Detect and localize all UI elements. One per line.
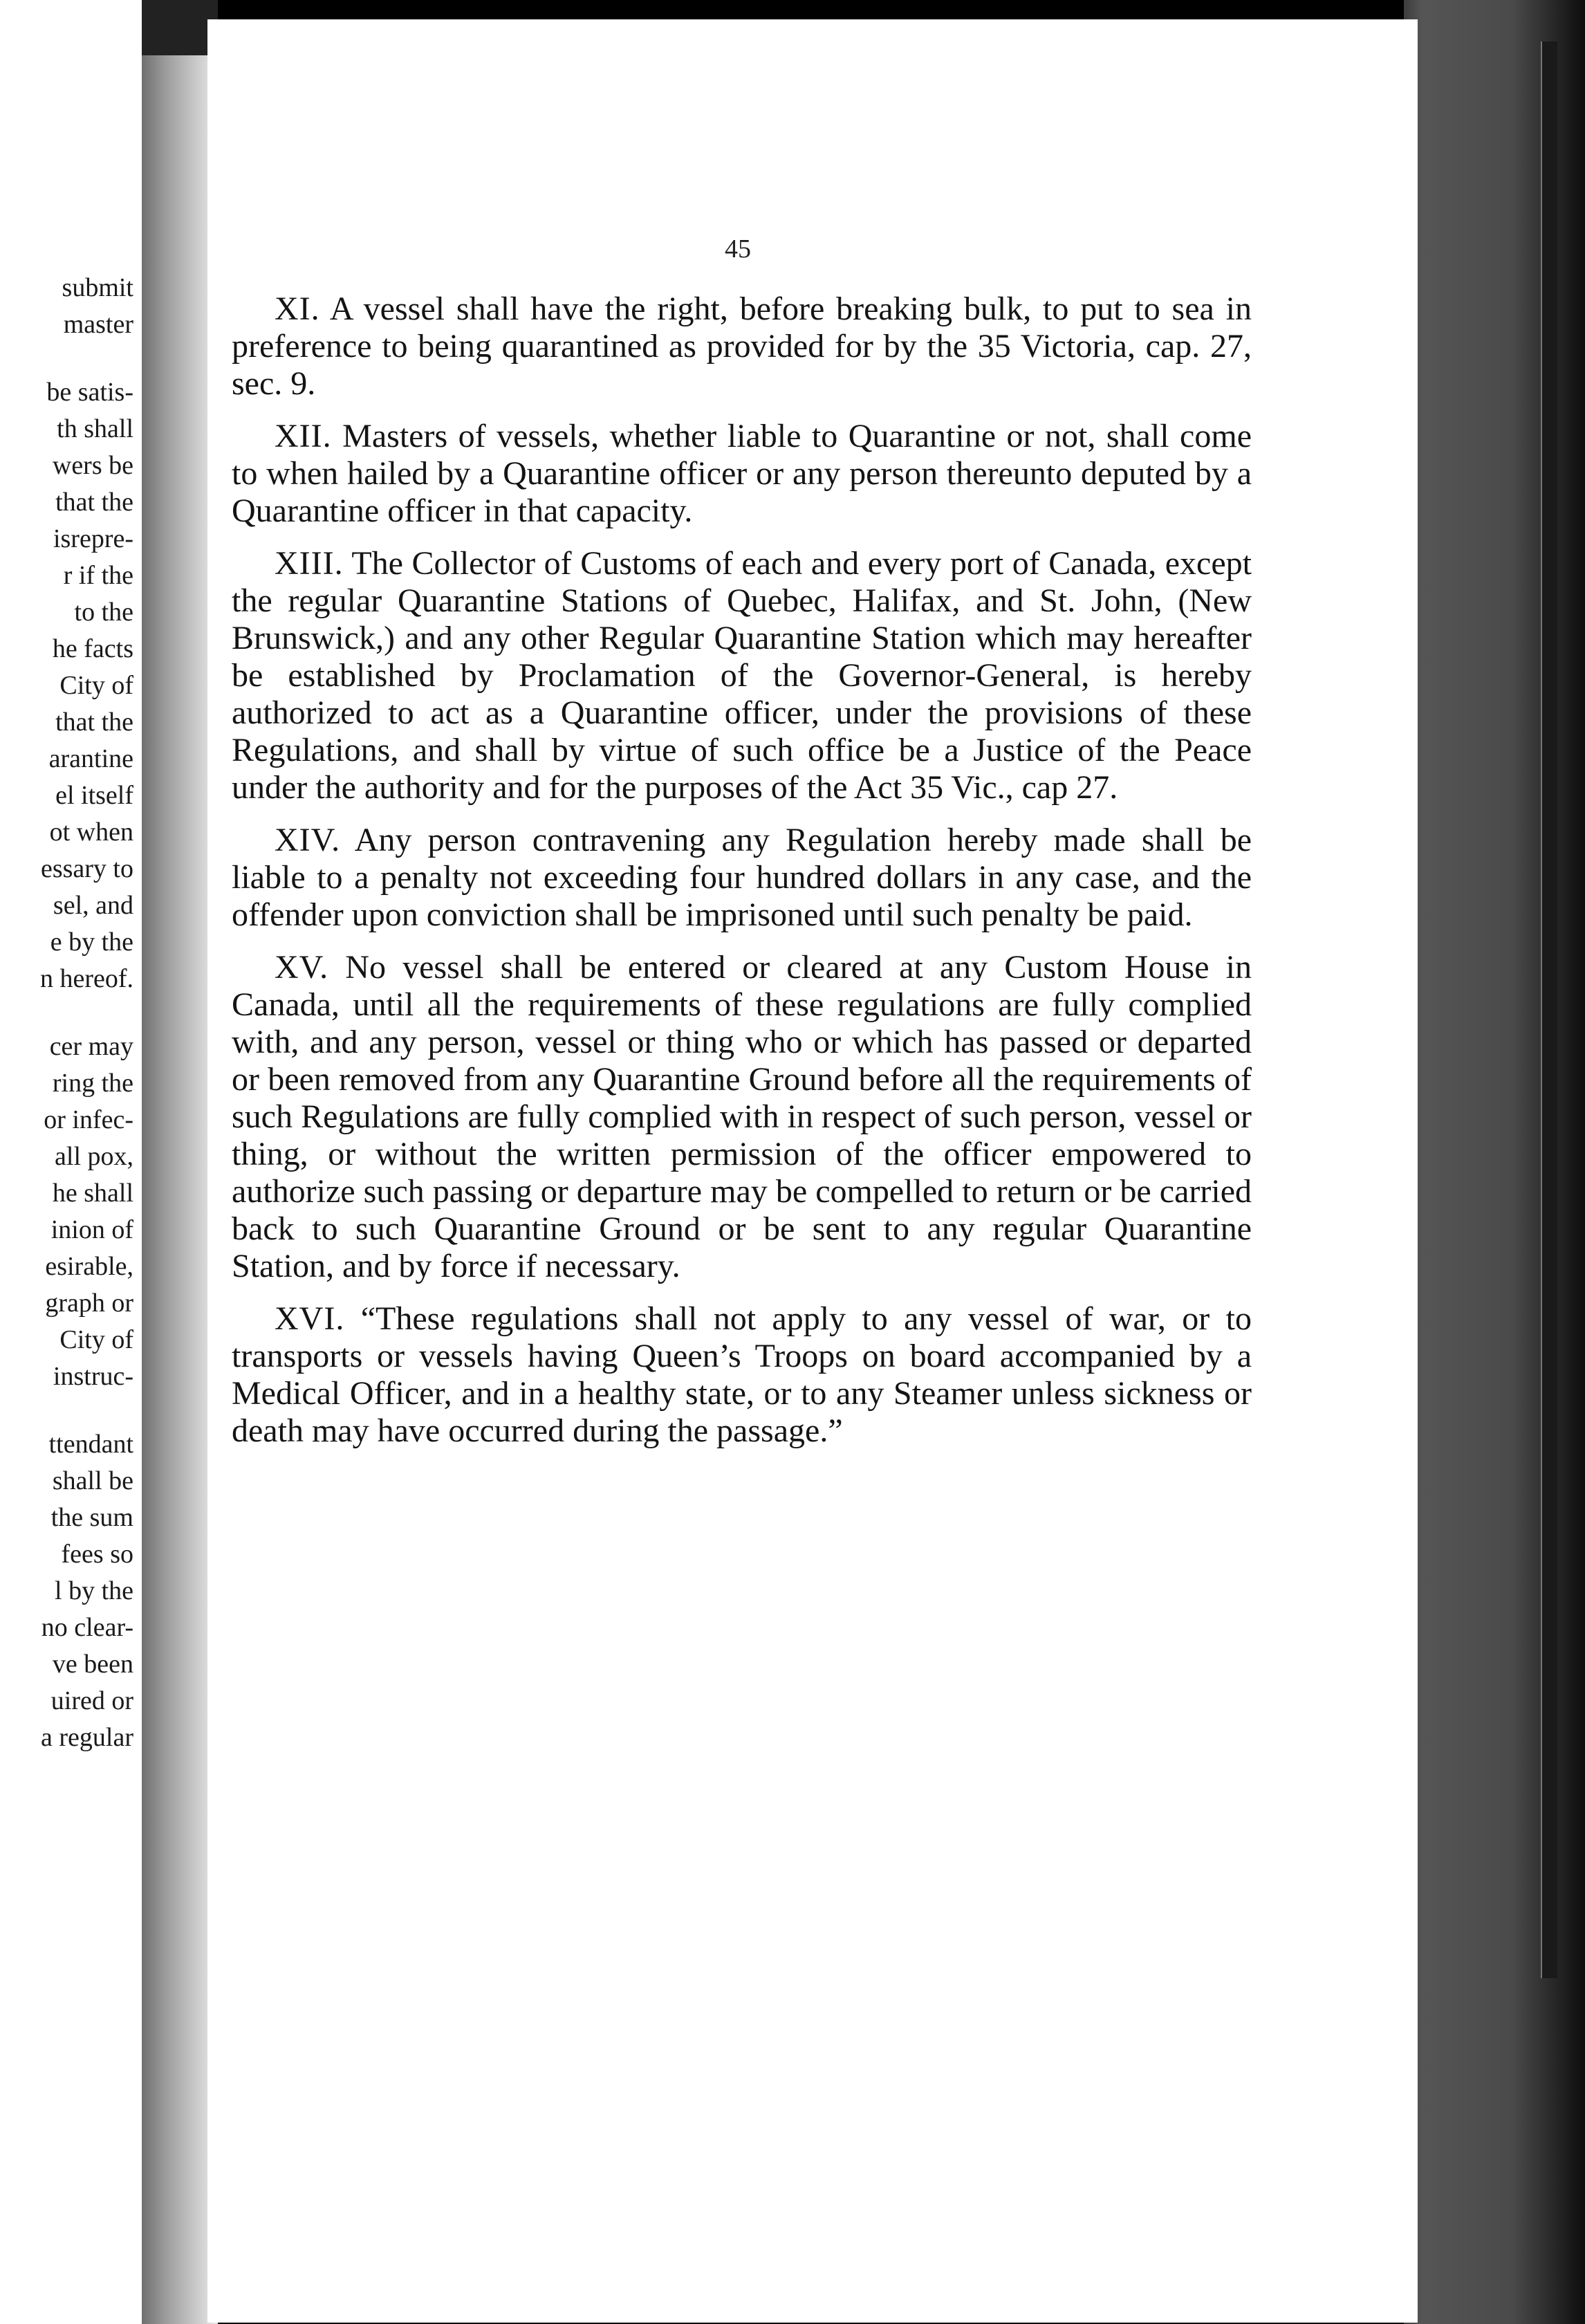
left-page-line: ve been [52,1650,133,1679]
left-page-line: essary to [40,854,133,883]
left-page-line: graph or [45,1289,133,1318]
left-page-line: inion of [50,1215,133,1244]
left-page-line: fees so [61,1540,133,1569]
regulation-text: No vessel shall be entered or cleared at any Custom House in Canada, until all the requirements of these regulations are fully complied with, and any person, vessel or thing who or which has passed or departed or been removed from any Quarantine Ground before all the requirements of such Regulations are fully complied with in respect of such person, vessel or thing, or without the written permission of the officer empowered to authorize such passing or departure may be compelled to return or be carried back to such Quarantine Ground or be sent to any regular Quarantine Station, and by force if necessary. [232,949,1252,1284]
left-page-line: be satis- [46,378,133,407]
left-page-line: cer may [49,1032,133,1061]
left-page-line: arantine [48,744,133,773]
book-spine-strip [1541,42,1557,1978]
left-page-line: that the [55,708,133,737]
left-page-line: sel, and [53,891,133,920]
main-page [207,19,1418,2323]
left-page-gap [0,343,133,374]
left-page-line: ring the [52,1069,133,1098]
regulation-text: A vessel shall have the right, before breaking bulk, to put to sea in preference to being quarantined as provided for by the 35 Victoria, cap. 27, sec. 9. [232,290,1252,402]
regulation-numeral: XIV. [275,822,341,858]
regulation-numeral: XVI. [275,1300,345,1337]
left-page-line: uired or [50,1686,133,1715]
left-page-line: City of [59,1325,133,1354]
left-page-line: or infec- [44,1105,133,1134]
regulation-paragraph [232,418,1252,530]
regulation-text: The Collector of Customs of each and every port of Canada, except the regular Quarantine Stations of Quebec, Halifax, and St. John, (New Brunswick,) and any other Regular Quarantine Station which may hereafter be established by Proclamation of the Governor-General, is hereby authorized to act as a Quarantine officer, under the provisions of these Regulations, and shall by virtue of such office be a Justice of the Peace under the authority and for the purposes of the Act 35 Vic., cap 27. [232,545,1252,806]
left-page-line: shall be [52,1466,133,1495]
left-page-line: all pox, [55,1142,133,1171]
left-page-line: submit [62,273,133,302]
regulation-text: “These regulations shall not apply to any vessel of war, or to transports or vessels having Queen’s Troops on board accompanied by a Medical Officer, and in a healthy state, or to any Steamer unless sickness or death may have occurred during the passage.” [232,1300,1252,1449]
left-page-line: ttendant [48,1430,133,1459]
regulation-text: Masters of vessels, whether liable to Quarantine or not, shall come to when hailed by a Quarantine officer or any person thereunto deputed by a Quarantine officer in that capacity. [232,418,1252,529]
regulation-paragraph [232,949,1252,1285]
book-gutter-top [142,0,218,55]
left-page-line: master [63,310,133,339]
regulation-paragraph [232,545,1252,806]
left-page-line: City of [59,671,133,700]
left-page-line: the sum [50,1503,133,1532]
left-page-line: wers be [52,451,133,480]
regulation-numeral: XI. [275,290,320,327]
left-page-line: instruc- [53,1362,133,1391]
left-page-line: to the [74,598,133,627]
left-page-gap [0,1395,133,1426]
regulation-numeral: XIII. [275,545,344,582]
left-page-line: ot when [49,818,133,847]
left-page-line: a regular [41,1723,133,1752]
regulation-numeral: XII. [275,418,332,454]
book-gutter [142,0,218,2324]
regulation-paragraph [232,1300,1252,1450]
left-page-gap [0,997,133,1029]
left-facing-page [0,0,142,2324]
left-page-line: isrepre- [53,524,133,553]
page-number: 45 [725,234,751,264]
page-content [232,290,1252,1465]
regulation-paragraph [232,290,1252,403]
left-page-line: e by the [50,928,133,957]
left-page-line: l by the [55,1576,133,1605]
left-page-line: el itself [55,781,133,810]
left-page-line: esirable, [45,1252,133,1281]
left-page-line: no clear- [41,1613,133,1642]
book-cover-edge [1404,0,1585,2324]
left-page-line: n hereof. [39,964,133,993]
regulation-numeral: XV. [275,949,329,986]
left-page-line: r if the [63,561,133,590]
left-page-line: he facts [52,634,133,663]
left-page-line: th shall [57,414,133,443]
regulation-paragraph [232,822,1252,934]
left-page-line: he shall [52,1179,133,1208]
regulation-text: Any person contravening any Regulation hereby made shall be liable to a penalty not exceeding four hundred dollars in any case, and the offender upon conviction shall be imprisoned until such penalty be paid. [232,822,1252,933]
left-page-line: that the [55,488,133,517]
left-page-text [0,270,133,1756]
